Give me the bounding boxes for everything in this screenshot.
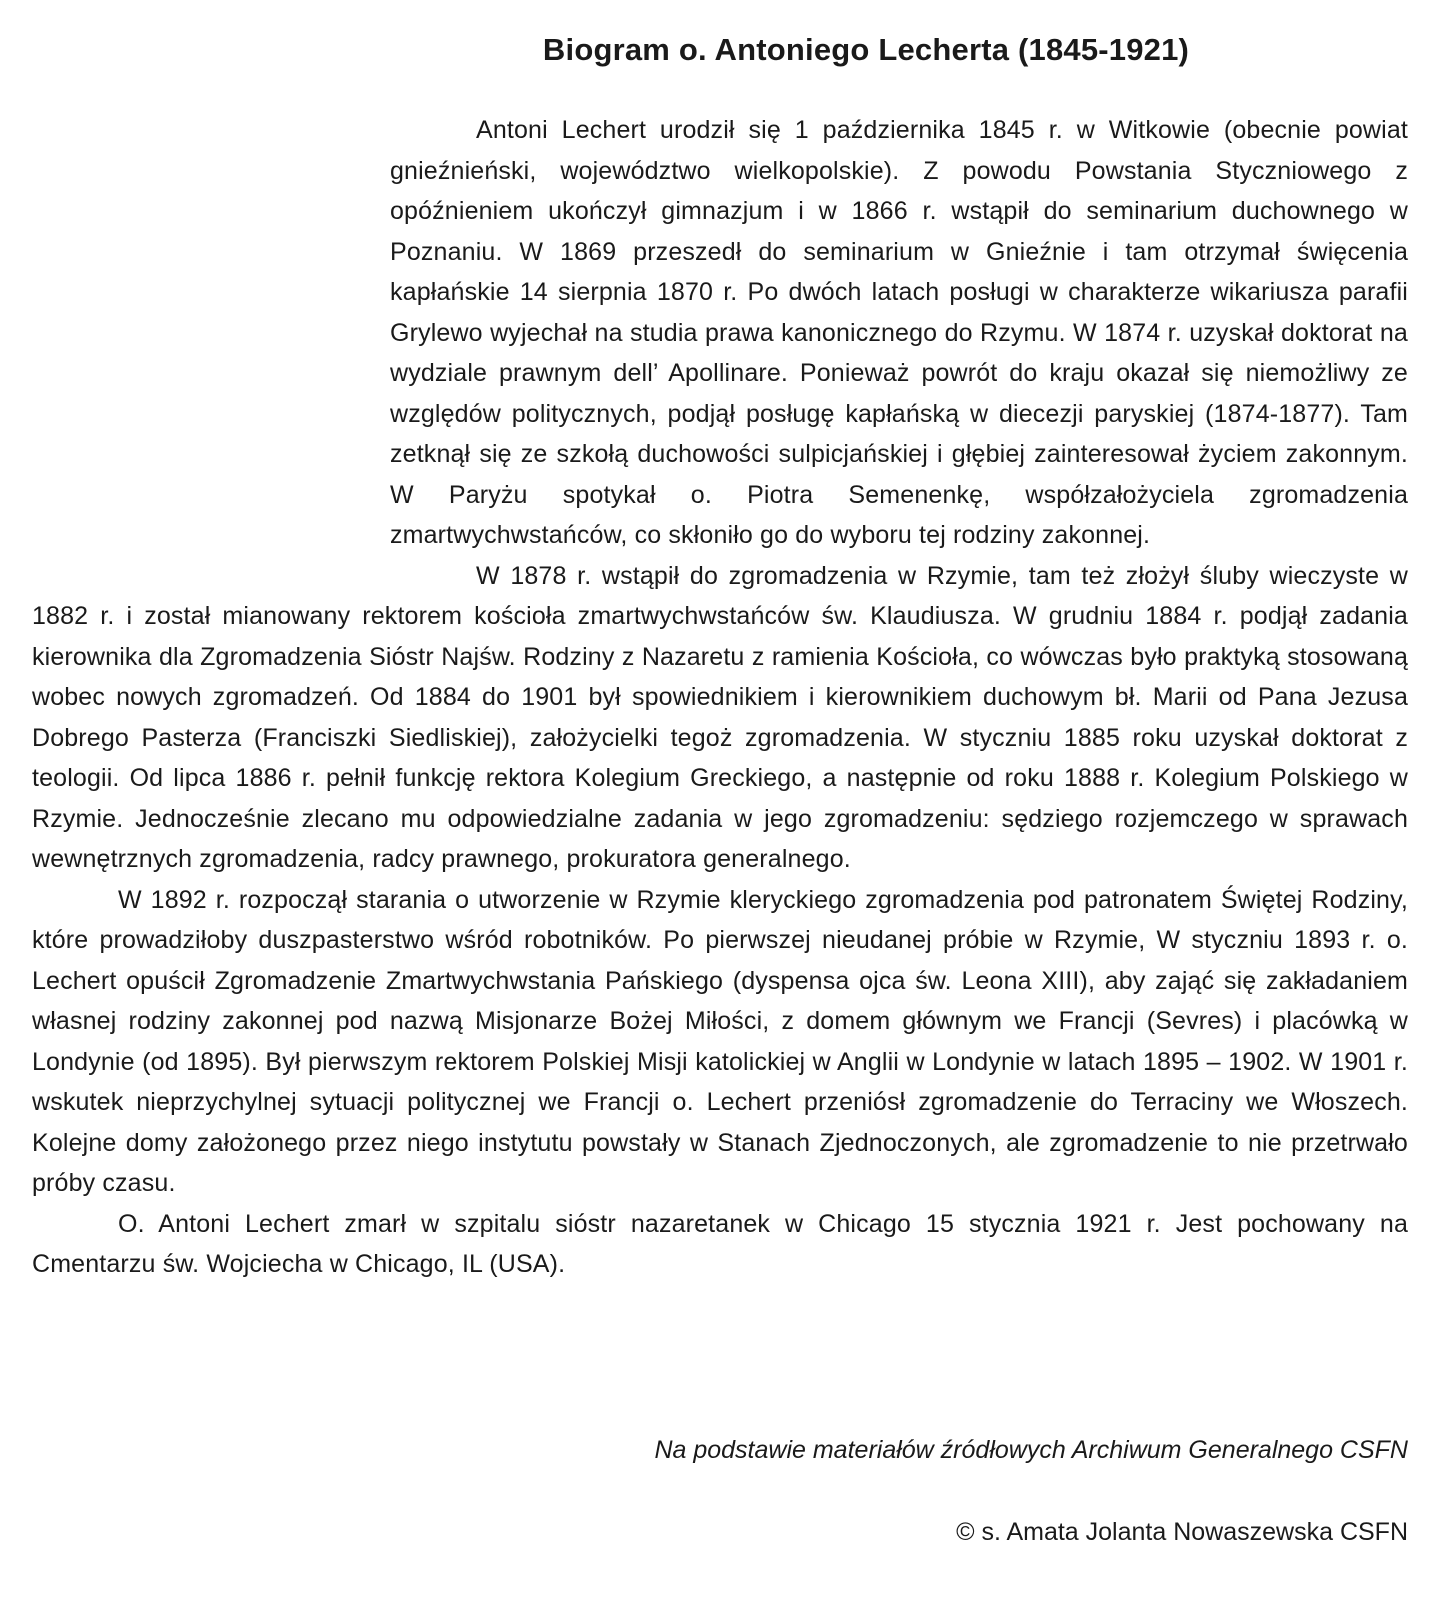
paragraph-2: W 1878 r. wstąpił do zgromadzenia w Rzymie, tam też złożył śluby wieczyste w 1882 r. i został mianowany rektorem kościoła zmartwychwstańców św. Klaudiusza. W grudniu 1884 r. podjął zadania kierownika dla Zgromadzenia Sióstr Najśw. Rodziny z Nazaretu z ramienia Kościoła, co wówczas było praktyką stosowaną wobec nowych zgromadzeń. Od 1884 do 1901 był spowiednikiem i kierownikiem duchowym bł. Marii od Pana Jezusa Dobrego Pasterza (Franciszki Siedliskiej), założycielki tegoż zgromadzenia. W styczniu 1885 roku uzyskał doktorat z teologii. Od lipca 1886 r. pełnił funkcję rektora Kolegium Greckiego, a następnie od roku 1888 r. Kolegium Polskiego w Rzymie. Jednocześnie zlecano mu odpowiedzialne zadania w jego zgromadzeniu: sędziego rozjemczego w sprawach wewnętrznych zgromadzenia, radcy prawnego, prokuratora generalnego. [32,561,1408,873]
document-title: Biogram o. Antoniego Lecherta (1845-1921) [542,32,1190,67]
blank-area [32,110,390,596]
paragraph-1-text: Antoni Lechert urodził się 1 października 1845 r. w Witkowie (obecnie powiat gnieźnieński, województwo wielkopolskie). Z powodu Powstania Styczniowego z opóźnieniem ukończył gimnazjum i w 1866 r. wstąpił do seminarium duchownego w Poznaniu. W 1869 przeszedł do seminarium w Gnieźnie i tam otrzymał święcenia kapłańskie 14 sierpnia 1870 r. Po dwóch latach posługi w charakterze wikariusza parafii Grylewo wyjechał na studia prawa kanonicznego do Rzymu. W 1874 r. uzyskał doktorat na wydziale prawnym dell’ Apollinare. Ponieważ powrót do kraju okazał się niemożliwy ze względów politycznych, podjął posługę kapłańską w diecezji paryskiej (1874-1877). Tam zetknął się ze szkołą duchowości sulpicjańskiej i głębiej zainteresował życiem zakonnym. W Paryżu spotykał o. Piotra Semenenkę, współzałożyciela zgromadzenia zmartwychwstańców, co skłoniło go do wyboru tej rodziny zakonnej. [390,116,1408,549]
paragraph-4: O. Antoni Lechert zmarł w szpitalu sióstr nazaretanek w Chicago 15 stycznia 1921 r. Jest pochowany na Cmentarzu św. Wojciecha w Chicago, IL (USA). [32,1209,1408,1278]
source-note: Na podstawie materiałów źródłowych Archiwum Generalnego CSFN [654,1436,1408,1464]
author-credit: © s. Amata Jolanta Nowaszewska CSFN [956,1518,1408,1546]
paragraph-3: W 1892 r. rozpoczął starania o utworzenie w Rzymie kleryckiego zgromadzenia pod patronatem Świętej Rodziny, które prowadziłoby duszpasterstwo wśród robotników. Po pierwszej nieudanej próbie w Rzymie, W styczniu 1893 r. o. Lechert opuścił Zgromadzenie Zmartwychwstania Pańskiego (dyspensa ojca św. Leona XIII), aby zająć się zakładaniem własnej rodziny zakonnej pod nazwą Misjonarze Bożej Miłości, z domem głównym we Francji (Sevres) i placówką w Londynie (od 1895). Był pierwszym rektorem Polskiej Misji katolickiej w Anglii w Londynie w latach 1895 – 1902. W 1901 r. wskutek nieprzychylnej sytuacji politycznej we Francji o. Lechert przeniósł zgromadzenie do Terraciny we Włoszech. Kolejne domy założonego przez niego instytutu powstały w Stanach Zjednoczonych, ale zgromadzenie to nie przetrwało próby czasu. [32,885,1408,1197]
paragraph-1 [32,110,1408,556]
document-body [32,110,1408,1285]
